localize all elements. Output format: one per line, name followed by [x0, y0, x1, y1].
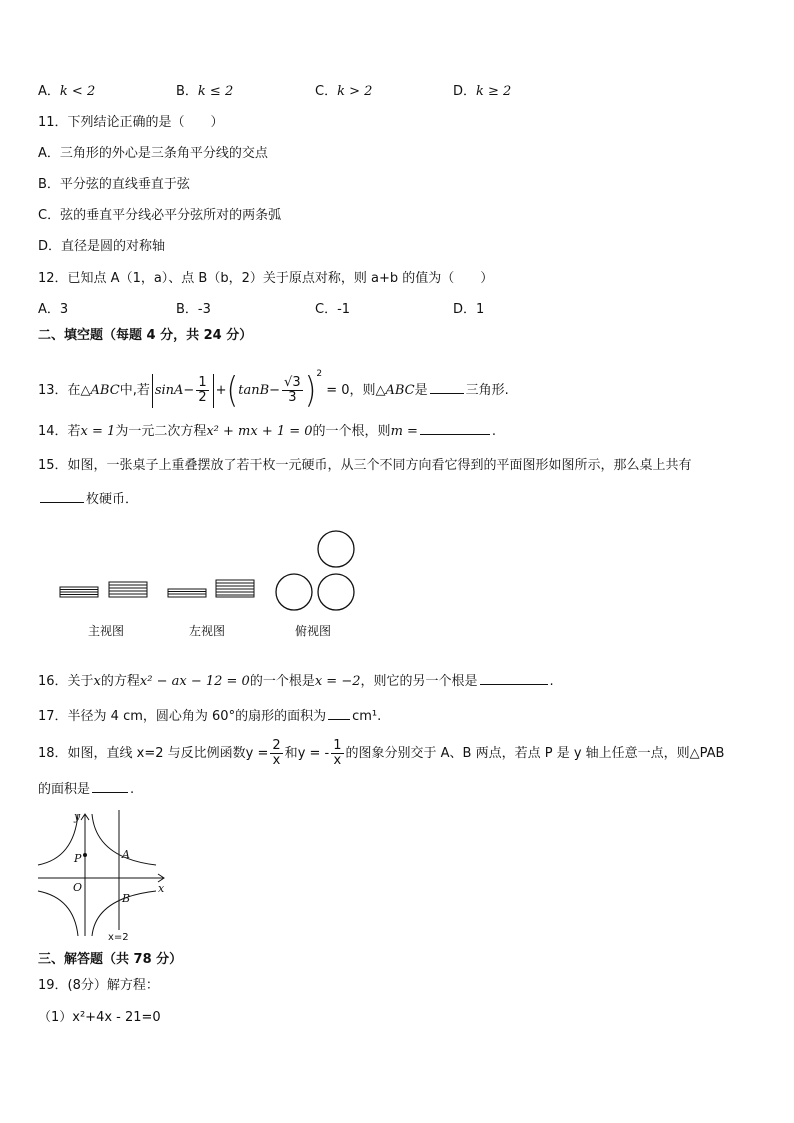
q16-answer-blank: [480, 670, 548, 685]
paren-left: (: [226, 368, 239, 411]
q18-suffix: 的图象分别交于 A、B 两点，若点 P 是 y 轴上任意一点，则△PAB: [345, 746, 725, 761]
q14-prefix: 14．若: [38, 424, 81, 439]
q16-mid2: 的一个根是: [249, 674, 315, 689]
q15-line1: 15．如图，一张桌子上重叠摆放了若干枚一元硬币，从三个不同方向看它得到的平面图形如图所示，那么桌上共有: [38, 458, 692, 473]
q15-line2: [38, 488, 138, 510]
left-view-label: 左视图: [189, 624, 226, 638]
q10-option-b: B．k ≤ 2: [176, 84, 234, 99]
a-label: A: [122, 848, 130, 861]
q18-line2: [38, 778, 134, 800]
q17-answer-blank: [328, 705, 350, 720]
q13-plus: +: [215, 383, 227, 398]
q12-option-d: D．1: [453, 302, 485, 317]
q18-answer-blank: [92, 778, 128, 793]
q13-eq0: = 0，则: [326, 383, 376, 398]
q18-end: .: [130, 782, 135, 797]
q13-sina: sinA: [154, 383, 184, 398]
q18-n2: 1: [333, 738, 342, 753]
q18-fraction-1: [270, 739, 282, 768]
top-view-label: 俯视图: [295, 624, 332, 638]
q17-text: 17．半径为 4 cm，圆心角为 60°的扇形的面积为: [38, 709, 327, 724]
q13-triangle2: △ABC: [375, 383, 415, 398]
section-2-heading: 二、填空题（每题 4 分，共 24 分）: [38, 328, 253, 343]
q13-minus: −: [183, 383, 195, 398]
o-label: O: [73, 881, 83, 894]
q18-fraction-2: [331, 739, 343, 768]
q12-option-c: C．-1: [315, 302, 351, 317]
q13-tanb: tanB: [238, 383, 270, 398]
q15-answer-blank: [40, 488, 84, 503]
q16-end: .: [549, 674, 554, 689]
line-label: x=2: [108, 932, 129, 943]
q13-prefix: 13．在: [38, 383, 81, 398]
q11-option-a: A．三角形的外心是三条角平分线的交点: [38, 146, 268, 161]
q16-x: x: [93, 674, 101, 689]
q13-is: 是: [414, 383, 428, 398]
q18-d2: x: [333, 753, 342, 768]
q13-half-den: 2: [198, 390, 207, 405]
front-view-label: 主视图: [88, 624, 125, 638]
abs-bar-left: [152, 374, 153, 408]
q10-option-c: C．k > 2: [315, 84, 373, 99]
curve-neg1-over-x: [38, 814, 78, 865]
q13-triangle: △ABC: [80, 383, 120, 398]
q18-y2: y = -: [297, 746, 330, 761]
q14-mid: 为一元二次方程: [115, 424, 207, 439]
q14-end: .: [491, 424, 497, 439]
left-view-stack-tall: [216, 580, 254, 597]
q14: [38, 420, 496, 442]
q13-sqrt-fraction: [282, 376, 303, 405]
q11-option-d: D．直径是圆的对称轴: [38, 239, 166, 254]
q18-d1: x: [272, 753, 281, 768]
q16-root: x = −2: [314, 674, 361, 689]
q15-line2-text: 枚硬币．: [86, 492, 139, 507]
q11-stem: 11．下列结论正确的是（ ）: [38, 115, 224, 130]
q13-half-num: 1: [198, 375, 207, 390]
q19-stem: 19．(8分）解方程：: [38, 978, 159, 993]
q11-option-c: C．弦的垂直平分线必平分弦所对的两条弧: [38, 208, 282, 223]
q10-option-d: D．k ≥ 2: [453, 84, 512, 99]
q13-answer-blank: [430, 379, 464, 394]
q12-option-a: A．3: [38, 302, 69, 317]
front-view-stack-right: [109, 582, 147, 597]
q17: [38, 705, 381, 727]
q13-square: 2: [316, 369, 323, 379]
q13-three: 3: [288, 390, 297, 405]
q18-line2-text: 的面积是: [38, 782, 91, 797]
q14-mid2: 的一个根，则: [312, 424, 391, 439]
q10-option-a: A．k < 2: [38, 84, 96, 99]
q14-m: m =: [390, 424, 418, 439]
q14-answer-blank: [420, 420, 490, 435]
q13: 13．在△ABC中,若 sinA− $\frac{1}{2}$ +(tanB− $\frac{√3}{3}$ )$^2$ = 0，则△ABC是 三角形.: [38, 368, 509, 411]
abs-bar-right: [213, 374, 214, 408]
q16-prefix: 16．关于: [38, 674, 94, 689]
q16-equation: x² − ax − 12 = 0: [139, 674, 250, 689]
q18-y1: y =: [245, 746, 269, 761]
curve-2-over-x-branch: [38, 891, 78, 936]
q11-option-b: B．平分弦的直线垂直于弦: [38, 177, 190, 192]
q18-prefix: 18．如图，直线 x=2 与反比例函数: [38, 746, 246, 761]
q19-part1: （1）x²+4x - 21=0: [38, 1010, 161, 1025]
q13-sqrt3: √3: [284, 375, 301, 390]
hyperbola-graph: [36, 808, 171, 943]
q18-line1: [38, 734, 724, 774]
point-p: [83, 853, 87, 857]
left-view-stack-short: [168, 589, 206, 597]
q14-equation: x² + mx + 1 = 0: [206, 424, 313, 439]
b-label: B: [122, 892, 131, 905]
y-label: y: [74, 810, 81, 823]
q12-stem: 12．已知点 A（1，a）、点 B（b，2）关于原点对称，则 a+b 的值为（ ）: [38, 271, 494, 286]
q17-unit: cm¹.: [352, 709, 382, 724]
q13-mid: 中,若: [119, 383, 150, 398]
q18-n1: 2: [272, 738, 281, 753]
x-label: x: [158, 882, 165, 895]
front-view-stack-left: [60, 587, 98, 597]
q16-mid: 的方程: [100, 674, 140, 689]
section-3-heading: 三、解答题（共 78 分）: [38, 952, 183, 967]
paren-right: ): [304, 368, 317, 411]
q13-suffix: 三角形.: [465, 383, 509, 398]
q16: [38, 670, 554, 692]
q13-half-fraction: [196, 376, 208, 405]
q12-option-b: B．-3: [176, 302, 211, 317]
q14-cond: x = 1: [80, 424, 116, 439]
q18-and: 和: [284, 746, 298, 761]
top-view-circles: [276, 531, 354, 610]
q16-mid3: ，则它的另一个根是: [360, 674, 478, 689]
p-label: P: [74, 852, 82, 865]
